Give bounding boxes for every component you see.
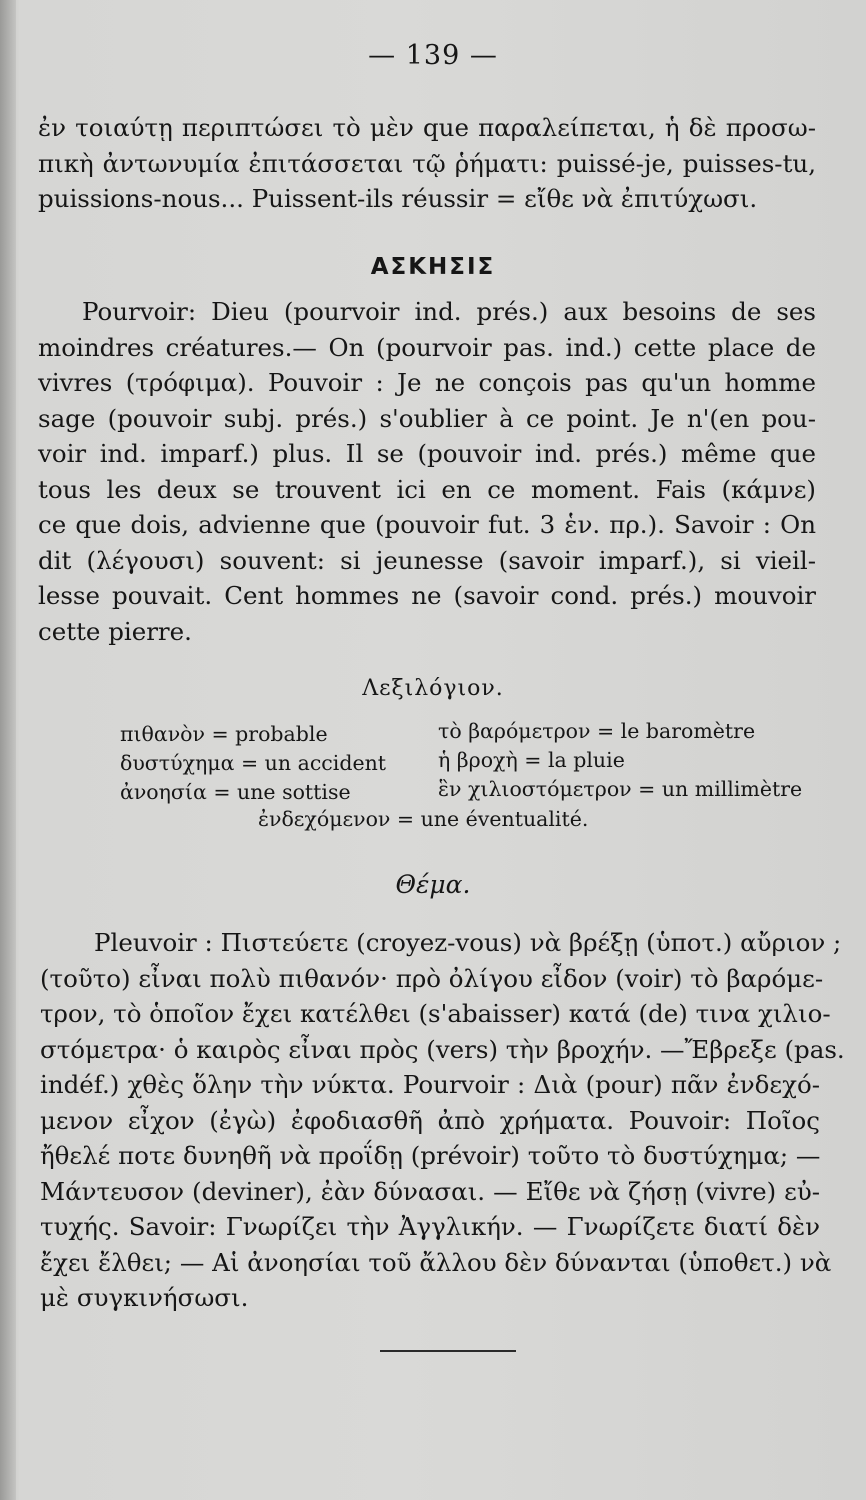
vocabulary-left-column bbox=[120, 720, 386, 807]
text-line: μὲ συγκινήσωσι. bbox=[40, 1283, 249, 1312]
text-line: τρον, τὸ ὁποῖον ἔχει κατέλθει (s'abaisser) κατά (de) τινα χιλιο- bbox=[40, 999, 831, 1028]
vocabulary-entry: δυστύχημα = un accident bbox=[120, 751, 387, 775]
exercises-paragraph bbox=[38, 294, 816, 649]
text-line: Pourvoir: Dieu (pourvoir ind. prés.) aux besoins de ses bbox=[82, 297, 816, 326]
text-line: Pleuvoir : Πιστεύετε (croyez-vous) νὰ βρέξῃ (ὑποτ.) αὔριον ; bbox=[94, 928, 842, 957]
page-number: — 139 — bbox=[368, 40, 498, 71]
vocabulary-entry: ἓν χιλιοστόμετρον = un millimètre bbox=[438, 777, 803, 801]
text-line: ce que dois, advienne que (pouvoir fut. 3 ἑν. πρ.). Savoir : On bbox=[38, 510, 816, 539]
text-line: tous les deux se trouvent ici en ce moment. Fais (κάμνε) bbox=[38, 474, 816, 504]
vocabulary-entry: ἀνοησία = une sottise bbox=[120, 780, 351, 804]
end-rule-divider bbox=[380, 1350, 516, 1352]
text-line: moindres créatures.— On (pourvoir pas. ind.) cette place de bbox=[38, 332, 816, 362]
exercises-heading: ΑΣΚΗΣΙΣ bbox=[370, 254, 496, 280]
text-line: cette pierre. bbox=[38, 616, 192, 646]
vocabulary-entry: τὸ βαρόμετρον = le baromètre bbox=[438, 719, 756, 743]
text-line: πικὴ ἀντωνυμία ἐπιτάσσεται τῷ ῥήματι: puissé-je, puisses-tu, bbox=[38, 148, 816, 178]
text-line: ἐν τοιαύτῃ περιπτώσει τὸ μὲν que παραλείπεται, ἡ δὲ προσω- bbox=[38, 113, 816, 142]
text-line: μενον εἶχον (ἐγὼ) ἐφοδιασθῆ ἀπὸ χρήματα. Pouvoir: Ποῖος bbox=[40, 1105, 820, 1135]
text-line: Μάντευσον (deviner), ἐὰν δύνασαι. — Εἴθε νὰ ζήσῃ (vivre) εὐ- bbox=[40, 1176, 820, 1206]
text-line: τυχής. Savoir: Γνωρίζει τὴν Ἀγγλικήν. — Γνωρίζετε διατί δὲν bbox=[40, 1212, 820, 1241]
vocabulary-entry: πιθανὸν = probable bbox=[120, 722, 328, 746]
text-line: (τοῦτο) εἶναι πολὺ πιθανόν· πρὸ ὀλίγου εἶδον (voir) τὸ βαρόμε- bbox=[40, 963, 824, 993]
vocabulary-right-column bbox=[438, 717, 802, 804]
theme-paragraph bbox=[40, 925, 845, 1316]
vocabulary-center-entry: ἐνδεχόμενον = une éventualité. bbox=[258, 807, 589, 831]
text-line: lesse pouvait. Cent hommes ne (savoir cond. prés.) mouvoir bbox=[38, 581, 816, 610]
vocabulary-heading: Λεξιλόγιον. bbox=[362, 676, 504, 701]
text-line: dit (λέγουσι) souvent: si jeunesse (savoir imparf.), si vieil- bbox=[38, 545, 816, 575]
text-line: indéf.) χθὲς ὅλην τὴν νύκτα. Pourvoir : Διὰ (pour) πᾶν ἐνδεχό- bbox=[40, 1070, 820, 1099]
intro-paragraph bbox=[38, 110, 816, 217]
theme-heading: Θέμα. bbox=[395, 870, 471, 899]
text-line: ἤθελέ ποτε δυνηθῆ νὰ προΐδῃ (prévoir) τοῦτο τὸ δυστύχημα; — bbox=[40, 1141, 821, 1170]
text-line: vivres (τρόφιμα). Pouvoir : Je ne conçois pas qu'un homme bbox=[38, 368, 816, 397]
text-line: voir ind. imparf.) plus. Il se (pouvoir ind. prés.) même que bbox=[38, 439, 816, 468]
text-line: στόμετρα· ὁ καιρὸς εἶναι πρὸς (vers) τὴν βροχήν. —Ἔβρεξε (pas. bbox=[40, 1034, 845, 1064]
text-line: ἔχει ἔλθει; — Αἱ ἀνοησίαι τοῦ ἄλλου δὲν δύνανται (ὑποθετ.) νὰ bbox=[40, 1247, 832, 1277]
vocabulary-entry: ἡ βροχὴ = la pluie bbox=[438, 748, 625, 772]
text-line: sage (pouvoir subj. prés.) s'oublier à ce point. Je n'(en pou- bbox=[38, 403, 816, 433]
page-gutter bbox=[0, 0, 16, 1500]
text-line: puissions-nous... Puissent-ils réussir = εἴθε νὰ ἐπιτύχωσι. bbox=[38, 184, 758, 213]
